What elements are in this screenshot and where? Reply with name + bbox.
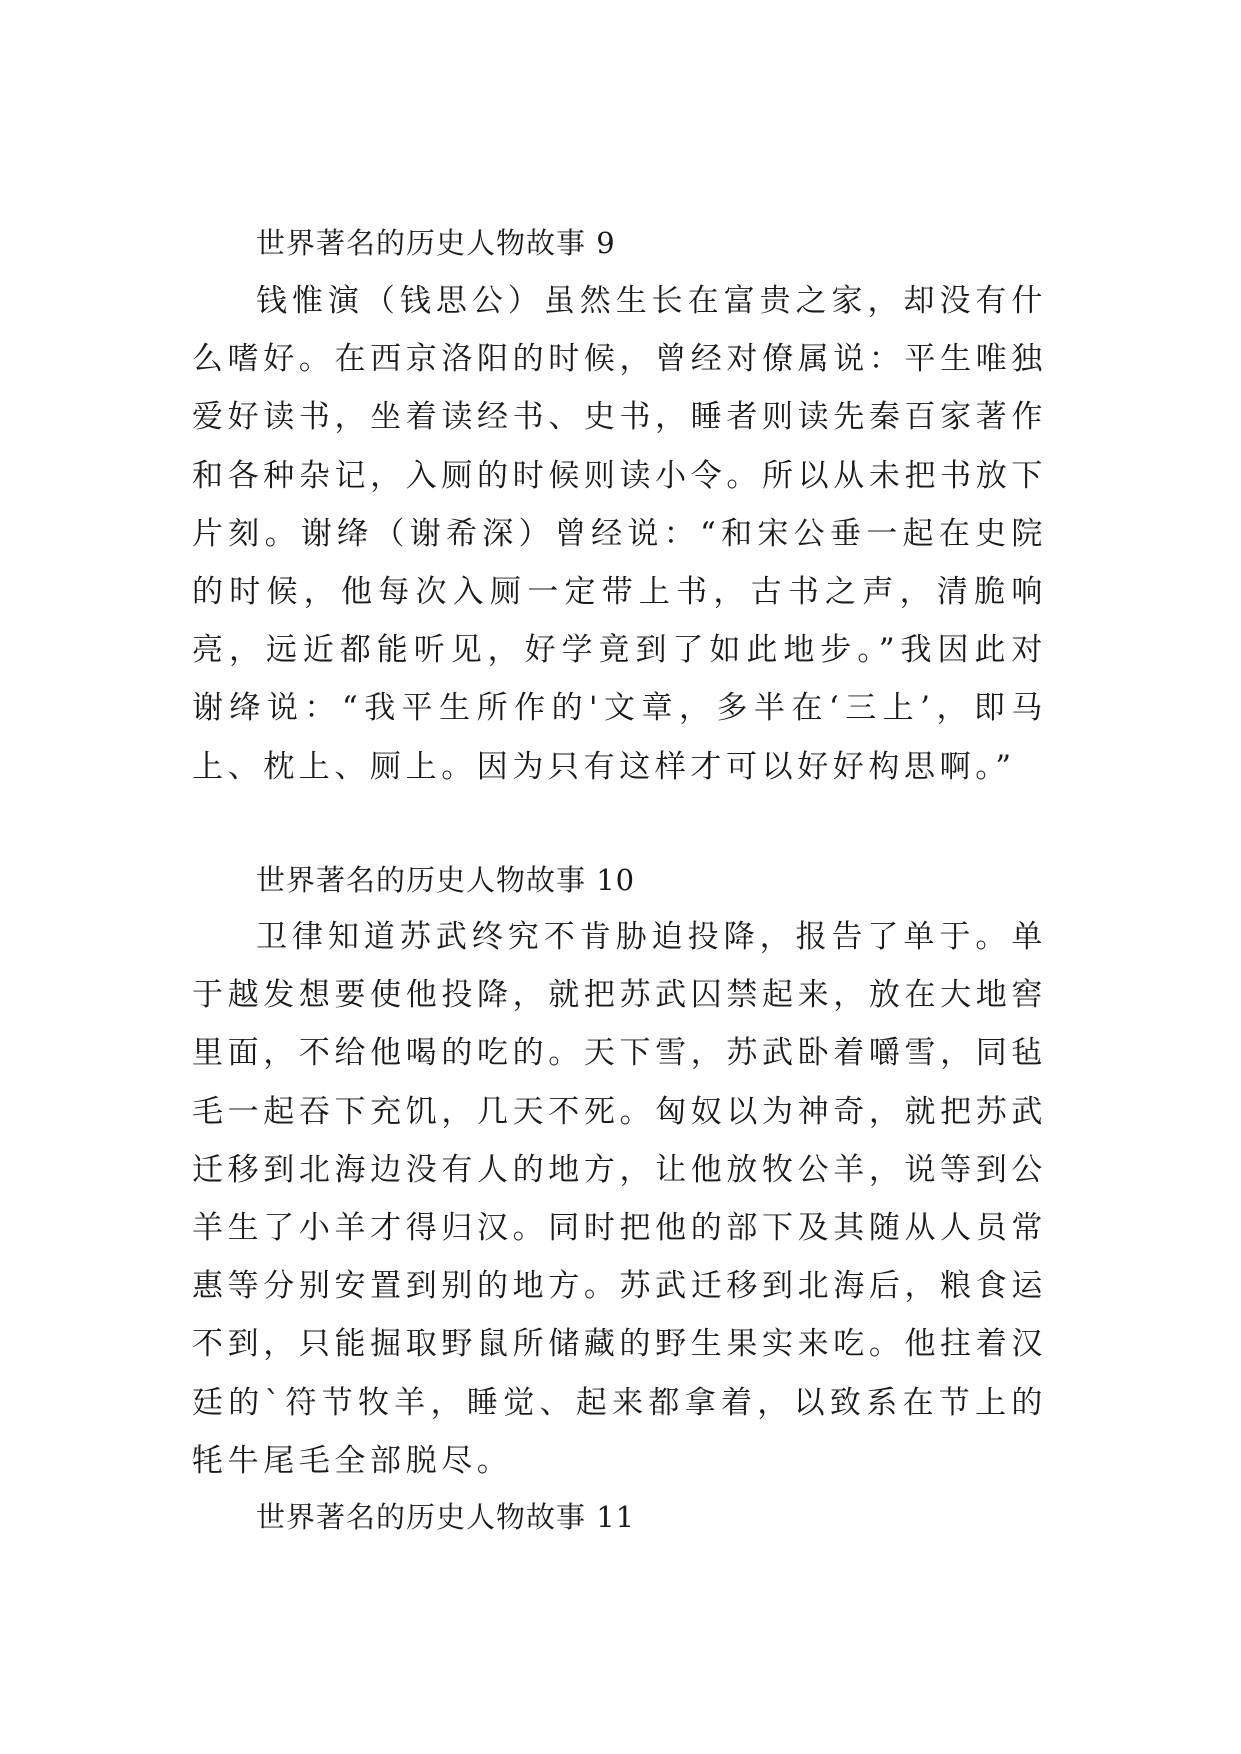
section-heading: 世界著名的历史人物故事 11: [256, 1500, 636, 1534]
section-paragraph: 卫律知道苏武终究不肯胁迫投降，报告了单于。单于越发想要使他投降，就把苏武囚禁起来，放在大地窖里面，不给他喝的吃的。天下雪，苏武卧着嚼雪，同毡毛一起吞下充饥，几天不死。匈奴以为神奇，就把苏武迁移到北海边没有人的地方，让他放牧公羊，说等到公羊生了小羊才得归汉。同时把他的部下及其随从人员常惠等分别安置到别的地方。苏武迁移到北海后，粮食运不到，只能掘取野鼠所储藏的野生果实来吃。他拄着汉廷的`符节牧羊，睡觉、起来都拿着，以致系在节上的牦牛尾毛全部脱尽。: [192, 919, 1047, 1479]
section-heading: 世界著名的历史人物故事 10: [256, 863, 636, 897]
section-paragraph: 钱惟演（钱思公）虽然生长在富贵之家，却没有什么嗜好。在西京洛阳的时候，曾经对僚属说：平生唯独爱好读书，坐着读经书、史书，睡者则读先秦百家著作和各种杂记，入厕的时候则读小令。所以从未把书放下片刻。谢绛（谢希深）曾经说：“和宋公垂一起在史院的时候，他每次入厕一定带上书，古书之声，清脆响亮，远近都能听见，好学竟到了如此地步。”我因此对谢绛说：“我平生所作的'文章，多半在‘三上’，即马上、枕上、厕上。因为只有这样才可以好好构思啊。”: [192, 283, 1047, 785]
section-heading: 世界著名的历史人物故事 9: [256, 226, 616, 260]
